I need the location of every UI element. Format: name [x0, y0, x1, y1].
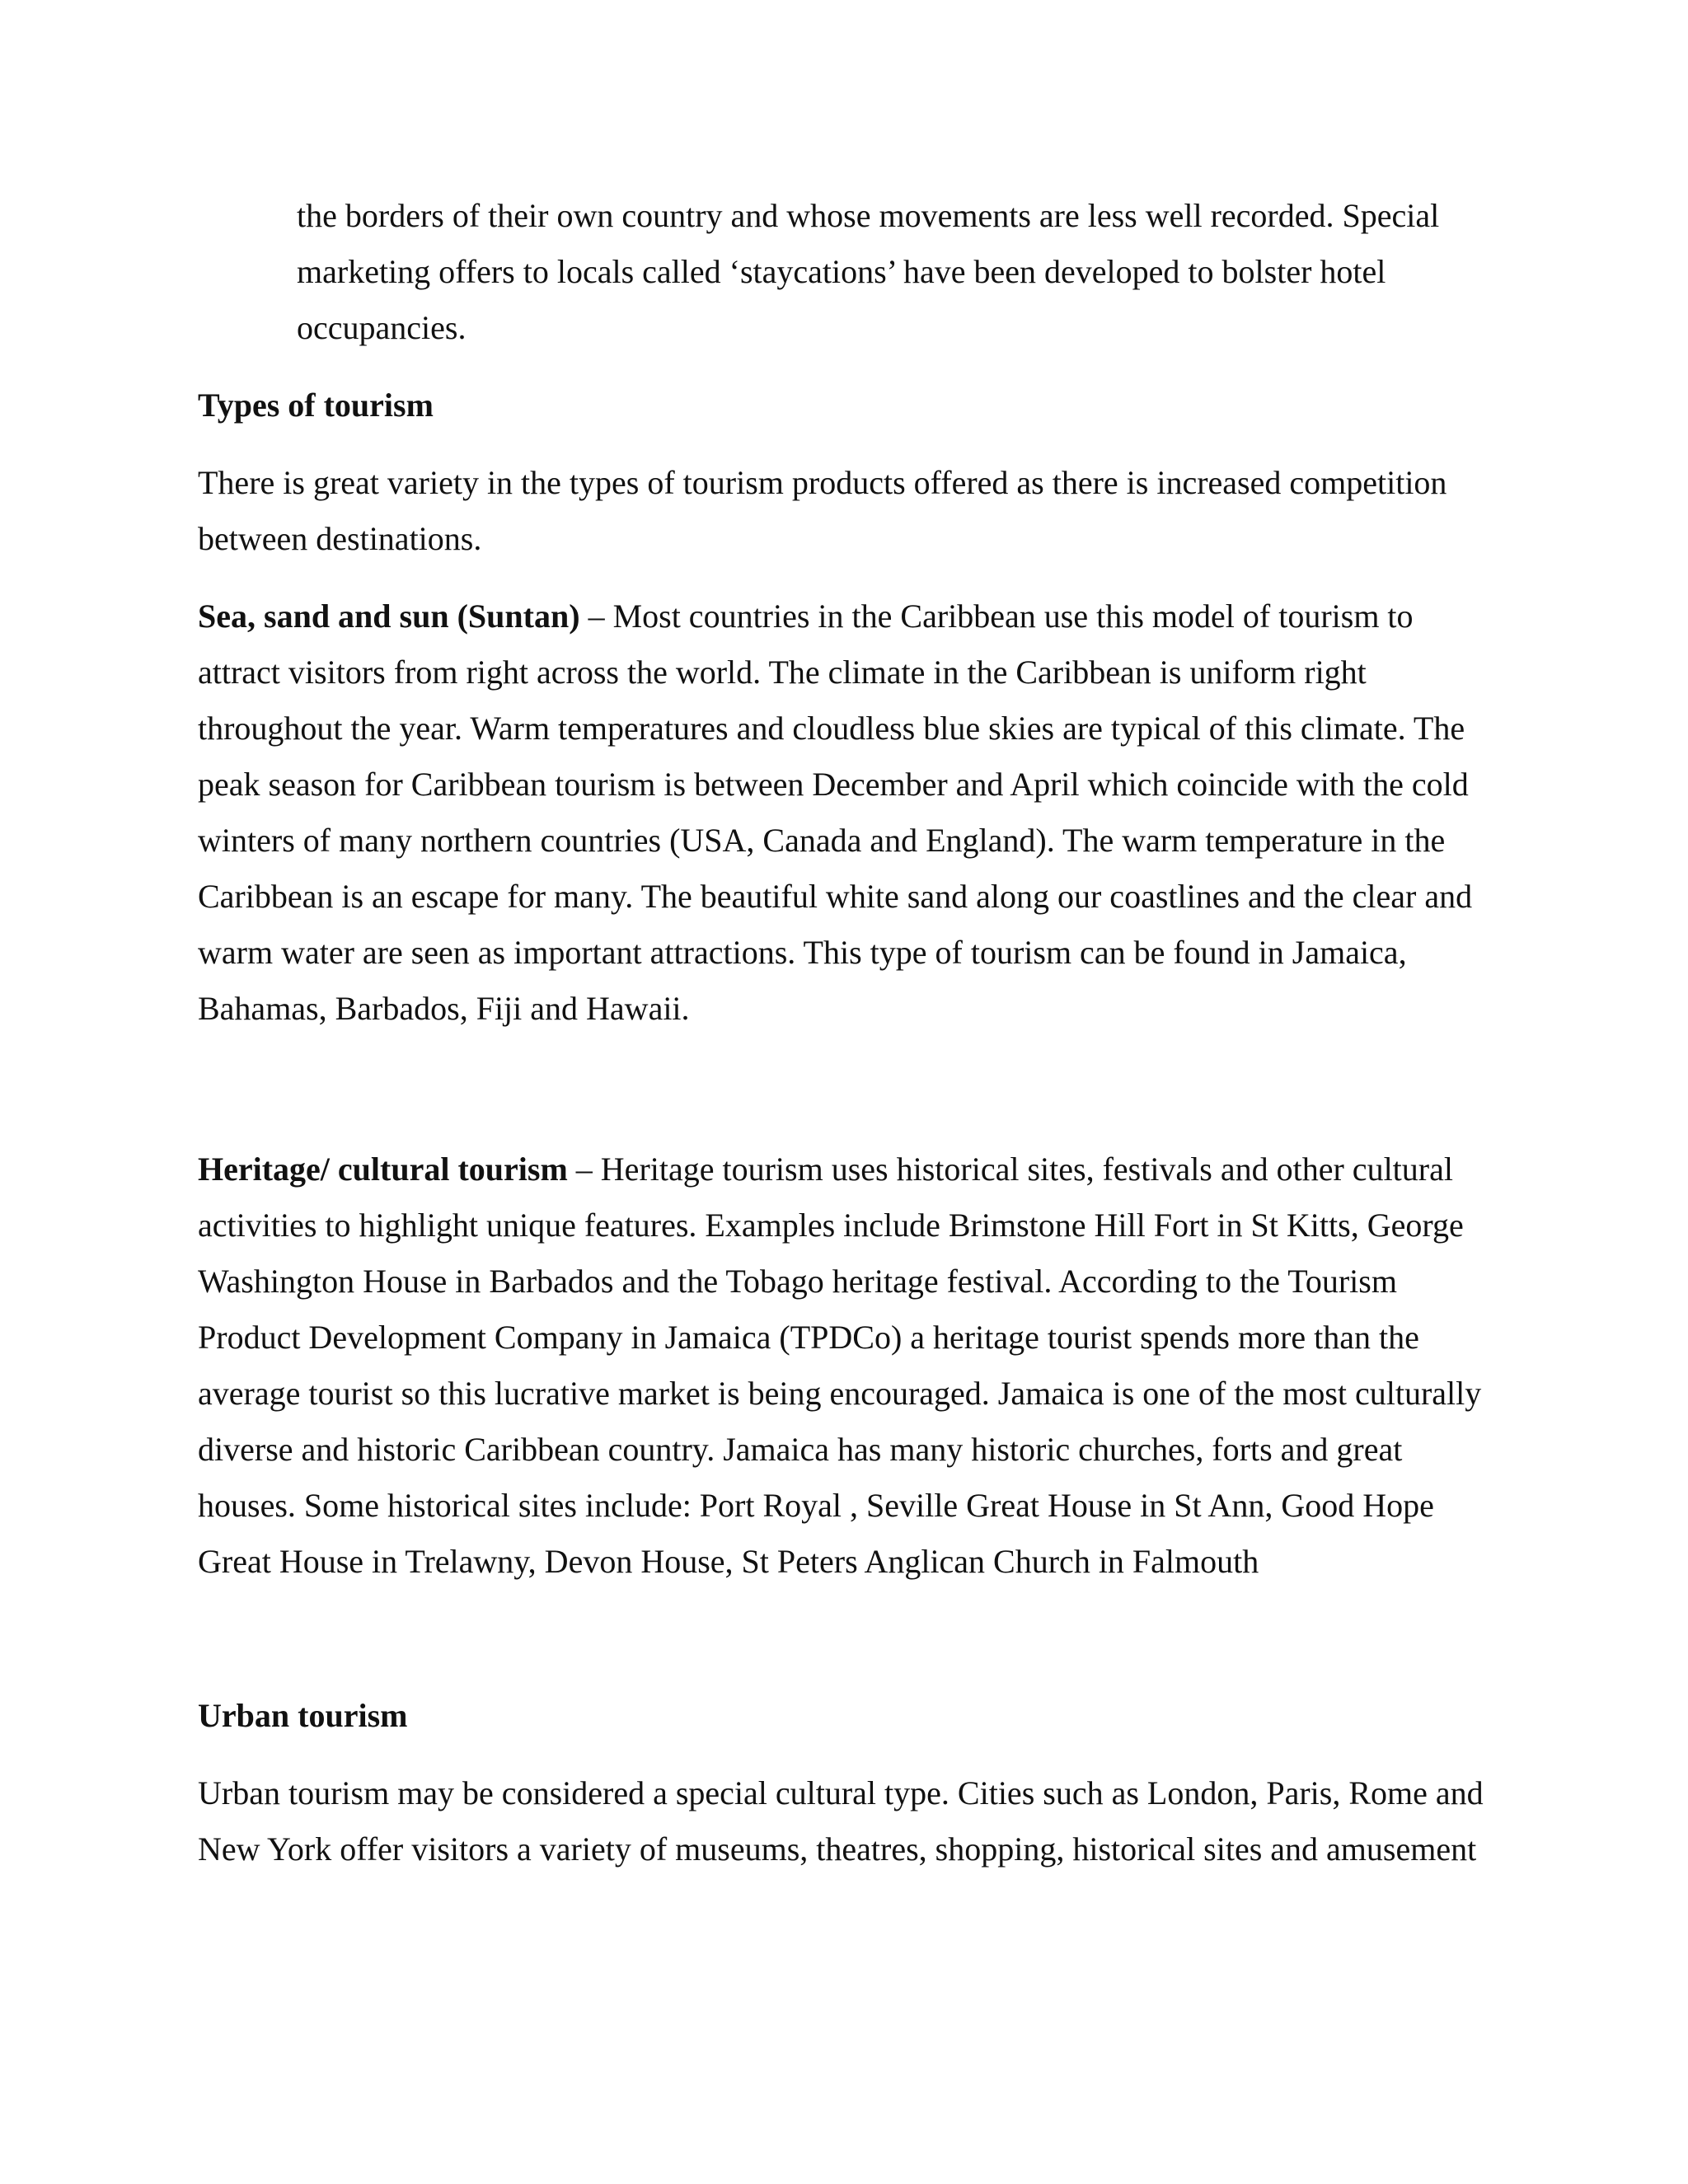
term-heritage: Heritage/ cultural tourism	[198, 1151, 568, 1188]
term-description: – Heritage tourism uses historical sites, festivals and other cultural	[567, 1151, 1453, 1188]
paragraph-line: winters of many northern countries (USA, Canada and England). The warm temperature in the	[198, 822, 1446, 859]
paragraph-line: Product Development Company in Jamaica (TPDCo) a heritage tourist spends more than the	[198, 1319, 1419, 1356]
paragraph-line: There is great variety in the types of tourism products offered as there is increased competition	[198, 464, 1447, 501]
paragraph-line: peak season for Caribbean tourism is between December and April which coincide with the cold	[198, 766, 1469, 803]
paragraph-line: Great House in Trelawny, Devon House, St Peters Anglican Church in Falmouth	[198, 1543, 1259, 1580]
paragraph-line: attract visitors from right across the world. The climate in the Caribbean is uniform right	[198, 654, 1367, 691]
term-suntan: Sea, sand and sun (Suntan)	[198, 598, 580, 635]
paragraph-line: warm water are seen as important attractions. This type of tourism can be found in Jamaica,	[198, 934, 1407, 971]
paragraph-line: occupancies.	[297, 309, 467, 346]
heritage-first-line	[198, 1150, 1453, 1189]
paragraph-line: Urban tourism may be considered a special cultural type. Cities such as London, Paris, Rome and	[198, 1774, 1484, 1811]
paragraph-line: houses. Some historical sites include: Port Royal , Seville Great House in St Ann, Good Hope	[198, 1487, 1434, 1524]
paragraph-line: Bahamas, Barbados, Fiji and Hawaii.	[198, 990, 690, 1027]
suntan-first-line	[198, 597, 1414, 636]
paragraph-line: Caribbean is an escape for many. The beautiful white sand along our coastlines and the clear and	[198, 878, 1473, 915]
paragraph-line: New York offer visitors a variety of museums, theatres, shopping, historical sites and amusement	[198, 1830, 1477, 1868]
paragraph-line: diverse and historic Caribbean country. Jamaica has many historic churches, forts and great	[198, 1431, 1403, 1468]
section-heading-urban: Urban tourism	[198, 1697, 408, 1734]
paragraph-line: Washington House in Barbados and the Tobago heritage festival. According to the Tourism	[198, 1263, 1397, 1300]
section-heading-types: Types of tourism	[198, 387, 434, 424]
paragraph-line: throughout the year. Warm temperatures and cloudless blue skies are typical of this climate. The	[198, 710, 1465, 747]
paragraph-line: marketing offers to locals called ‘staycations’ have been developed to bolster hotel	[297, 253, 1386, 290]
paragraph-line: average tourist so this lucrative market is being encouraged. Jamaica is one of the most culturally	[198, 1375, 1482, 1412]
paragraph-line: between destinations.	[198, 520, 482, 557]
paragraph-line: activities to highlight unique features. Examples include Brimstone Hill Fort in St Kitts, George	[198, 1207, 1464, 1244]
term-description: – Most countries in the Caribbean use this model of tourism to	[579, 598, 1414, 635]
paragraph-line: the borders of their own country and whose movements are less well recorded. Special	[297, 197, 1440, 234]
